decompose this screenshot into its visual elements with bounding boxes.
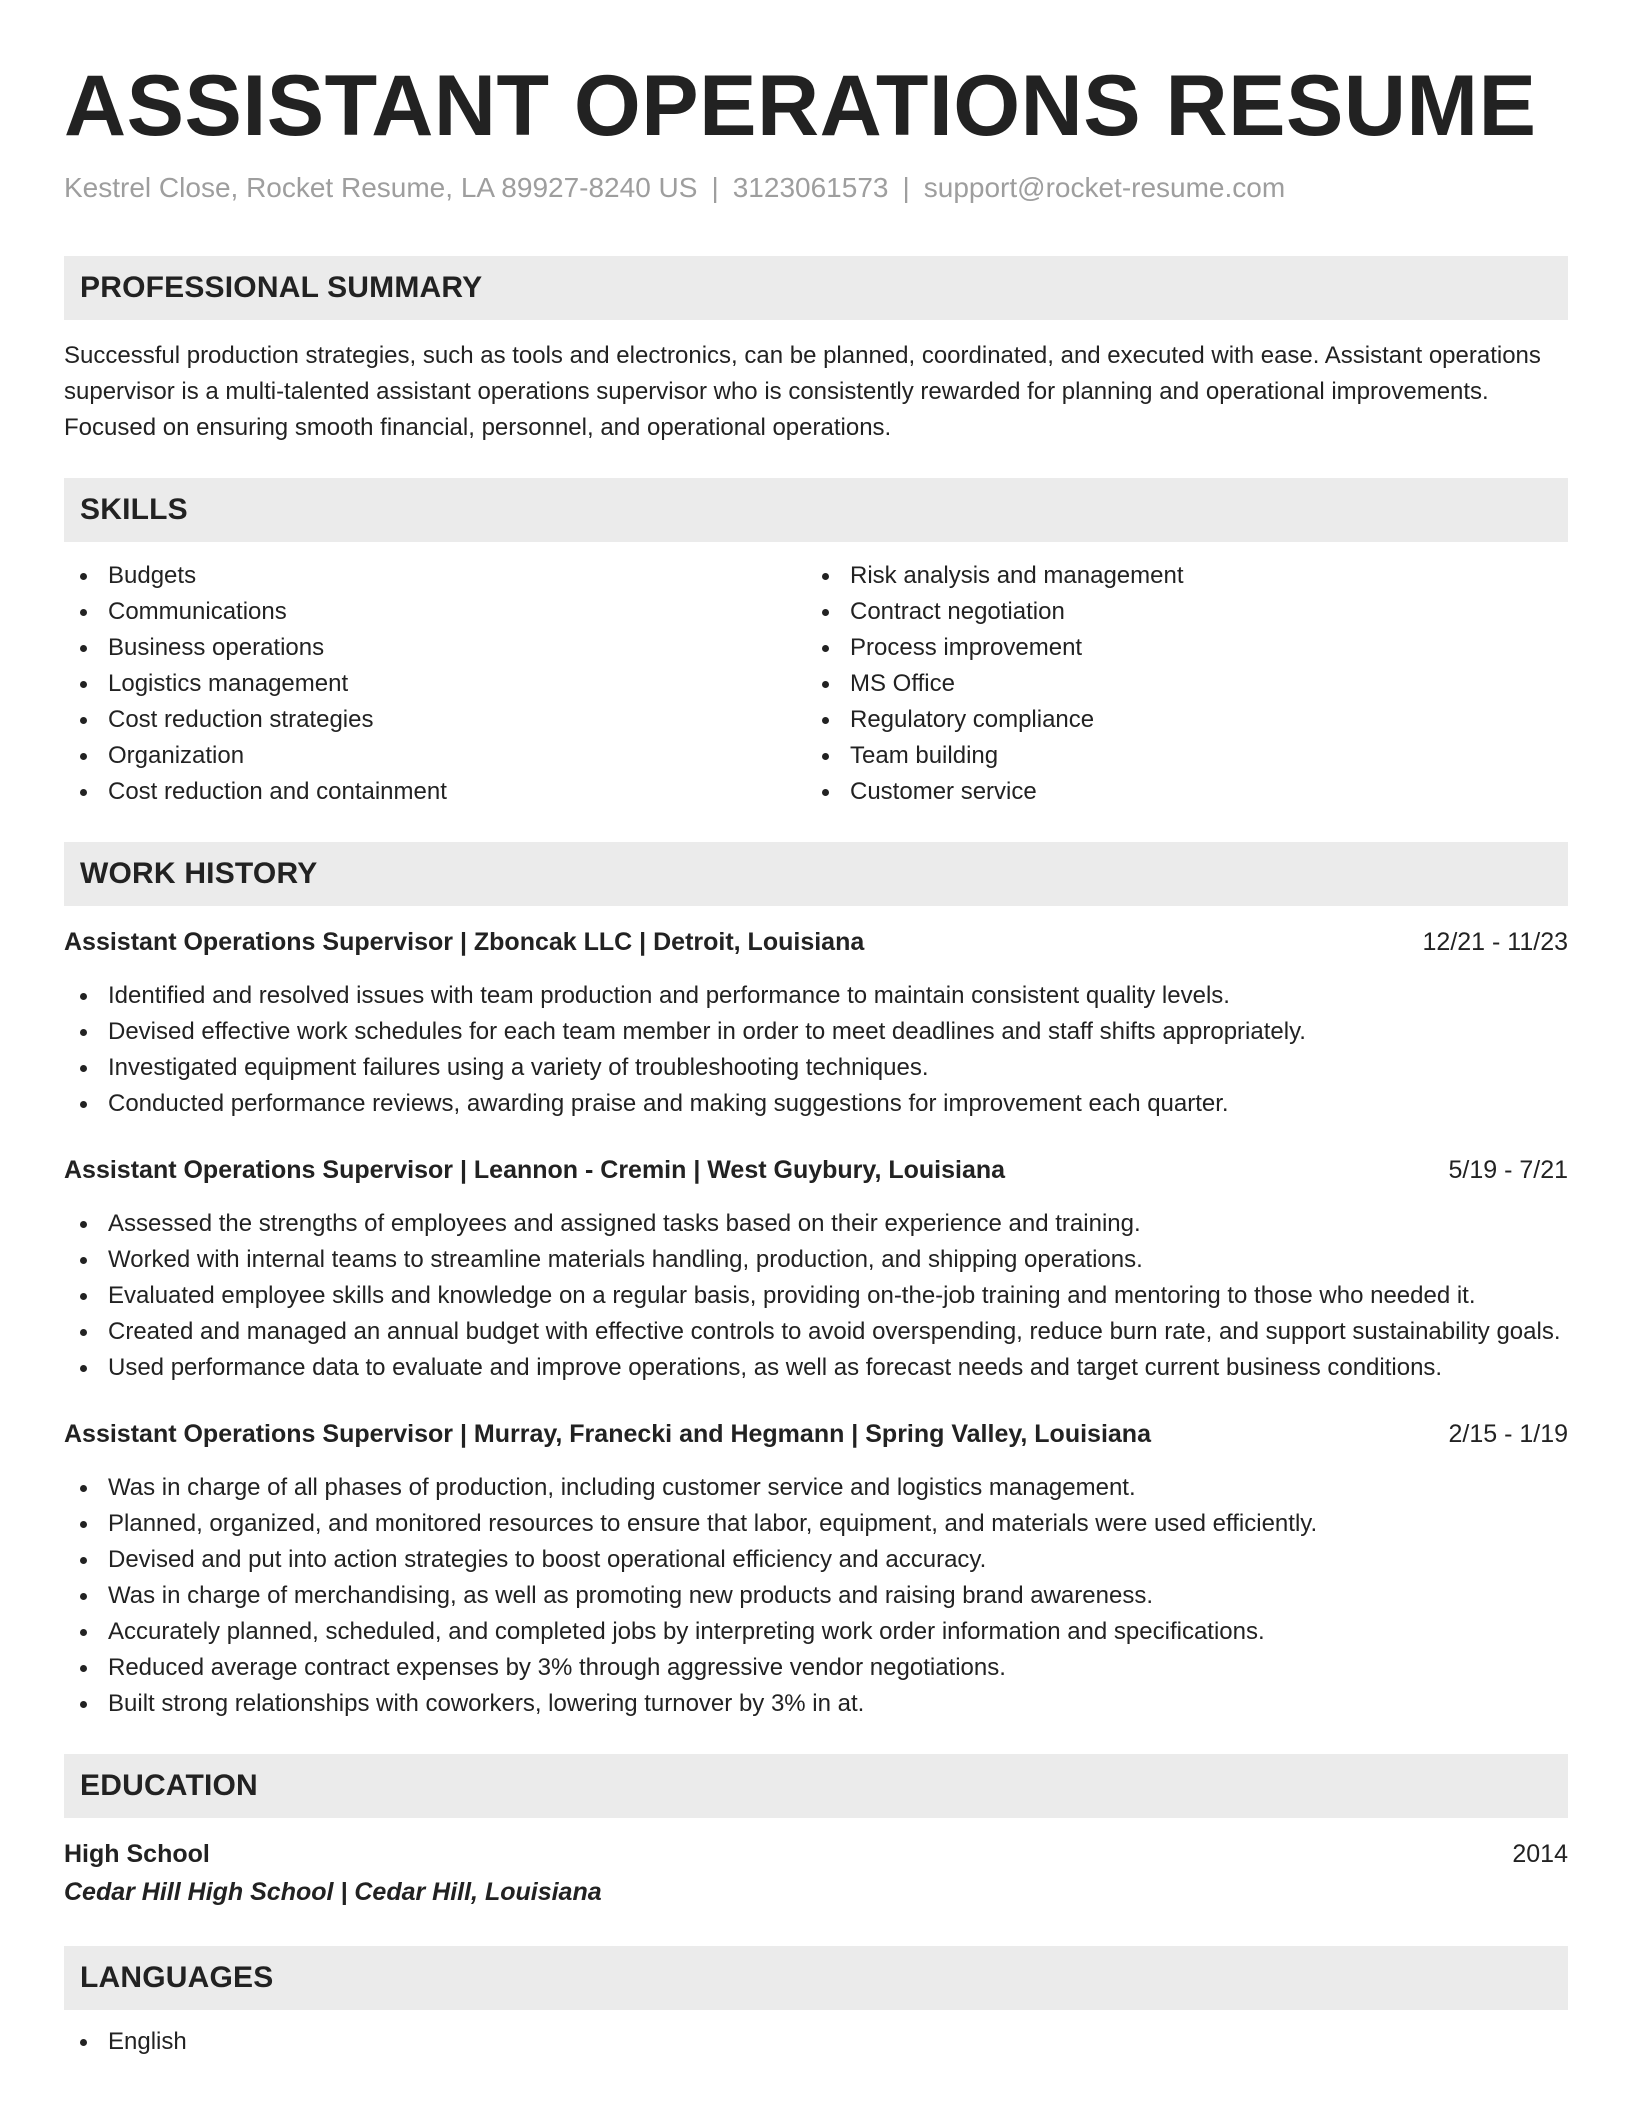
skill-item: Business operations xyxy=(64,630,806,666)
skill-item: Team building xyxy=(806,738,1548,774)
job-bullet: Conducted performance reviews, awarding praise and making suggestions for improvement each quarter. xyxy=(64,1086,1568,1122)
job-bullet: Created and managed an annual budget with effective controls to avoid overspending, reduce burn rate, and support sustainability goals. xyxy=(64,1314,1568,1350)
job-bullet: Was in charge of all phases of production, including customer service and logistics management. xyxy=(64,1470,1568,1506)
job-bullet: Devised and put into action strategies to boost operational efficiency and accuracy. xyxy=(64,1542,1568,1578)
job-entry xyxy=(64,924,1568,1122)
languages-list xyxy=(64,2024,1568,2060)
job-bullet: Built strong relationships with coworkers, lowering turnover by 3% in at. xyxy=(64,1686,1568,1722)
job-header xyxy=(64,1416,1568,1452)
contact-separator: | xyxy=(902,172,910,203)
summary-text: Successful production strategies, such as tools and electronics, can be planned, coordinated, and executed with ease. Assistant operations supervisor is a multi-talented assistant operations supervisor who is consistently rewarded for planning and operational improvements. Focused on ensuring smooth financial, personnel, and operational operations. xyxy=(64,342,1541,441)
job-entry xyxy=(64,1416,1568,1722)
education-year: 2014 xyxy=(1512,1840,1568,1868)
skill-item: Cost reduction strategies xyxy=(64,702,806,738)
languages-heading: LANGUAGES xyxy=(64,1946,1568,2010)
job-bullet: Evaluated employee skills and knowledge on a regular basis, providing on-the-job training and mentoring to those who needed it. xyxy=(64,1278,1568,1314)
contact-separator: | xyxy=(711,172,719,203)
job-bullet: Investigated equipment failures using a variety of troubleshooting techniques. xyxy=(64,1050,1568,1086)
job-dates: 2/15 - 1/19 xyxy=(1448,1420,1568,1448)
skill-item: Regulatory compliance xyxy=(806,702,1548,738)
skill-item: Organization xyxy=(64,738,806,774)
resume-page xyxy=(64,56,1568,2060)
contact-address: Kestrel Close, Rocket Resume, LA 89927-8240 US xyxy=(64,172,698,203)
skills-grid xyxy=(64,558,1568,810)
job-header xyxy=(64,924,1568,960)
job-header xyxy=(64,1152,1568,1188)
job-bullet: Planned, organized, and monitored resources to ensure that labor, equipment, and materials were used efficiently. xyxy=(64,1506,1568,1542)
job-bullet: Reduced average contract expenses by 3% through aggressive vendor negotiations. xyxy=(64,1650,1568,1686)
summary-heading: PROFESSIONAL SUMMARY xyxy=(64,256,1568,320)
skill-item: MS Office xyxy=(806,666,1548,702)
skill-item: Process improvement xyxy=(806,630,1548,666)
work-history-heading: WORK HISTORY xyxy=(64,842,1568,906)
skill-item: Communications xyxy=(64,594,806,630)
contact-line xyxy=(64,170,1568,206)
contact-email: support@rocket-resume.com xyxy=(923,172,1286,203)
job-bullet: Accurately planned, scheduled, and completed jobs by interpreting work order information and specifications. xyxy=(64,1614,1568,1650)
job-title: Assistant Operations Supervisor | Zboncak LLC | Detroit, Louisiana xyxy=(64,928,865,956)
skills-heading: SKILLS xyxy=(64,478,1568,542)
job-entry xyxy=(64,1152,1568,1386)
contact-phone: 3123061573 xyxy=(732,172,889,203)
job-dates: 12/21 - 11/23 xyxy=(1422,928,1568,956)
skill-item: Contract negotiation xyxy=(806,594,1548,630)
job-dates: 5/19 - 7/21 xyxy=(1448,1156,1568,1184)
resume-title: ASSISTANT OPERATIONS RESUME xyxy=(64,58,1537,154)
skill-item: Cost reduction and containment xyxy=(64,774,806,810)
skills-column-right xyxy=(806,558,1548,810)
job-bullets xyxy=(64,978,1568,1122)
job-bullet: Devised effective work schedules for each team member in order to meet deadlines and staff shifts appropriately. xyxy=(64,1014,1568,1050)
skill-item: Budgets xyxy=(64,558,806,594)
job-bullet: Worked with internal teams to streamline materials handling, production, and shipping operations. xyxy=(64,1242,1568,1278)
language-item: English xyxy=(64,2024,1568,2060)
job-bullet: Identified and resolved issues with team production and performance to maintain consistent quality levels. xyxy=(64,978,1568,1014)
skill-item: Logistics management xyxy=(64,666,806,702)
job-bullets xyxy=(64,1206,1568,1386)
job-bullets xyxy=(64,1470,1568,1722)
skill-item: Customer service xyxy=(806,774,1548,810)
education-school: Cedar Hill High School | Cedar Hill, Louisiana xyxy=(64,1878,602,1906)
skills-column-left xyxy=(64,558,806,810)
job-title: Assistant Operations Supervisor | Leannon - Cremin | West Guybury, Louisiana xyxy=(64,1156,1006,1184)
education-degree: High School xyxy=(64,1840,210,1868)
job-bullet: Was in charge of merchandising, as well as promoting new products and raising brand awareness. xyxy=(64,1578,1568,1614)
job-bullet: Assessed the strengths of employees and assigned tasks based on their experience and training. xyxy=(64,1206,1568,1242)
education-heading: EDUCATION xyxy=(64,1754,1568,1818)
job-title: Assistant Operations Supervisor | Murray, Franecki and Hegmann | Spring Valley, Louisiana xyxy=(64,1420,1151,1448)
job-bullet: Used performance data to evaluate and improve operations, as well as forecast needs and target current business conditions. xyxy=(64,1350,1568,1386)
skill-item: Risk analysis and management xyxy=(806,558,1548,594)
education-header xyxy=(64,1836,1568,1872)
